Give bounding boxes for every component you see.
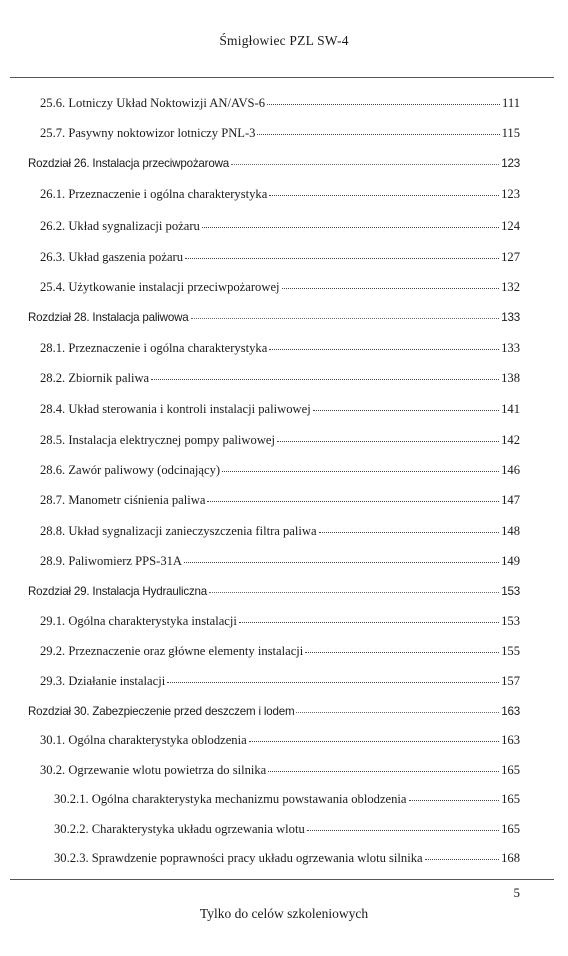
toc-entry-title: 28.5. Instalacja elektrycznej pompy paliwowej	[40, 433, 276, 447]
toc-entry-page: 149	[501, 554, 520, 568]
toc-entry	[40, 400, 520, 417]
toc-entry-page: 123	[501, 187, 520, 201]
dot-leader	[268, 759, 499, 772]
toc-entry-title: Rozdział 26. Instalacja przeciwpożarowa	[28, 157, 229, 170]
dot-leader	[249, 729, 499, 742]
toc-entry	[54, 820, 520, 837]
toc-entry-title: 26.2. Układ sygnalizacji pożaru	[40, 219, 200, 233]
toc-entry	[40, 612, 520, 629]
toc-entry-title: 26.3. Układ gaszenia pożaru	[40, 250, 184, 264]
dot-leader	[184, 550, 499, 563]
dot-leader	[167, 670, 499, 683]
toc-entry-title: 29.2. Przeznaczenie oraz główne elementy instalacji	[40, 644, 304, 658]
dot-leader	[222, 459, 499, 472]
toc-entry-page: 115	[501, 126, 520, 140]
toc-entry-title: 25.6. Lotniczy Układ Noktowizji AN/AVS-6	[40, 96, 266, 110]
dot-leader	[202, 215, 499, 228]
toc-entry-title: 25.7. Pasywny noktowizor lotniczy PNL-3	[40, 126, 256, 140]
toc-entry	[40, 672, 520, 689]
toc-entry	[54, 849, 520, 866]
toc-chapter-entry	[28, 582, 520, 600]
toc-entry	[40, 461, 520, 478]
toc-entry-title: 28.9. Paliwomierz PPS-31A	[40, 554, 183, 568]
toc-entry-title: 28.7. Manometr ciśnienia paliwa	[40, 493, 206, 507]
toc-entry-page: 165	[501, 763, 520, 777]
toc-entry-title: 30.2.2. Charakterystyka układu ogrzewania wlotu	[54, 822, 305, 836]
toc-entry-page: 157	[501, 674, 520, 688]
toc-entry	[40, 94, 520, 111]
toc-entry-page: 141	[501, 402, 520, 416]
dot-leader	[307, 818, 499, 831]
dot-leader	[319, 520, 500, 533]
toc-entry-title: Rozdział 29. Instalacja Hydrauliczna	[28, 585, 208, 598]
toc-entry-title: Rozdział 30. Zabezpieczenie przed deszczem i lodem	[28, 705, 295, 718]
toc-entry	[40, 642, 520, 659]
toc-chapter-entry	[28, 308, 520, 326]
toc-entry-page: 132	[501, 280, 520, 294]
toc-entry-page: 168	[501, 851, 520, 865]
dot-leader	[185, 246, 499, 259]
dot-leader	[305, 640, 499, 653]
toc-entry-title: 28.1. Przeznaczenie i ogólna charakterystyka	[40, 341, 268, 355]
dot-leader	[282, 276, 500, 289]
toc-entry-title: 26.1. Przeznaczenie i ogólna charakterystyka	[40, 187, 268, 201]
dot-leader	[425, 847, 499, 860]
dot-leader	[207, 489, 499, 502]
footer-rule	[10, 879, 554, 880]
toc-entry-page: 133	[501, 311, 520, 324]
toc-entry-page: 142	[501, 433, 520, 447]
dot-leader	[151, 367, 499, 380]
toc-entry	[40, 761, 520, 778]
toc-entry	[40, 369, 520, 386]
toc-entry-title: 30.1. Ogólna charakterystyka oblodzenia	[40, 733, 247, 747]
toc-entry	[40, 431, 520, 448]
toc-entry-page: 124	[501, 219, 520, 233]
toc-entry-title: 30.2.1. Ogólna charakterystyka mechanizmu powstawania oblodzenia	[54, 792, 407, 806]
toc-entry	[40, 278, 520, 295]
dot-leader	[209, 580, 499, 593]
toc-entry-page: 165	[501, 792, 520, 806]
dot-leader	[313, 398, 499, 411]
dot-leader	[257, 122, 499, 135]
toc-entry-page: 111	[502, 96, 520, 110]
toc-entry-page: 153	[501, 614, 520, 628]
dot-leader	[409, 788, 500, 801]
header-rule	[10, 77, 554, 78]
toc-entry	[40, 552, 520, 569]
toc-entry	[40, 731, 520, 748]
page-number: 5	[513, 885, 520, 900]
toc-entry-page: 147	[501, 493, 520, 507]
dot-leader	[296, 700, 499, 713]
toc-entry-title: 28.2. Zbiornik paliwa	[40, 371, 150, 385]
toc-entry	[40, 185, 520, 202]
dot-leader	[277, 429, 499, 442]
toc-entry-title: 28.4. Układ sterowania i kontroli instalacji paliwowej	[40, 402, 311, 416]
toc-entry-page: 138	[501, 371, 520, 385]
toc-entry-page: 133	[501, 341, 520, 355]
toc-entry	[40, 248, 520, 265]
toc-entry-title: 29.3. Działanie instalacji	[40, 674, 166, 688]
dot-leader	[269, 183, 499, 196]
toc-entry-title: Rozdział 28. Instalacja paliwowa	[28, 311, 189, 324]
toc-entry	[40, 217, 520, 234]
toc-entry-page: 127	[501, 250, 520, 264]
toc-entry-page: 123	[501, 157, 520, 170]
running-footer: Tylko do celów szkoleniowych	[199, 906, 369, 921]
dot-leader	[191, 306, 500, 319]
toc-entry	[54, 790, 520, 807]
toc-entry-page: 163	[501, 733, 520, 747]
toc-entry-page: 163	[501, 705, 520, 718]
toc-entry-title: 29.1. Ogólna charakterystyka instalacji	[40, 614, 237, 628]
toc-entry-title: 30.2. Ogrzewanie wlotu powietrza do silnika	[40, 763, 267, 777]
toc-entry-title: 30.2.3. Sprawdzenie poprawności pracy układu ogrzewania wlotu silnika	[54, 851, 423, 865]
running-header: Śmigłowiec PZL SW-4	[219, 33, 349, 48]
toc-entry-title: 28.6. Zawór paliwowy (odcinający)	[40, 463, 221, 477]
toc-entry-title: 25.4. Użytkowanie instalacji przeciwpożarowej	[40, 280, 280, 294]
toc-entry-page: 153	[501, 585, 520, 598]
toc-entry	[40, 491, 520, 508]
toc-entry	[40, 522, 520, 539]
toc-chapter-entry	[28, 154, 520, 172]
dot-leader	[269, 337, 499, 350]
toc-entry-page: 148	[501, 524, 520, 538]
toc-entry-page: 155	[501, 644, 520, 658]
dot-leader	[267, 92, 500, 105]
toc-entry-page: 165	[501, 822, 520, 836]
dot-leader	[239, 610, 499, 623]
toc-entry	[40, 124, 520, 141]
toc-chapter-entry	[28, 702, 520, 720]
dot-leader	[231, 152, 499, 165]
toc-entry	[40, 339, 520, 356]
toc-entry-page: 146	[501, 463, 520, 477]
toc-entry-title: 28.8. Układ sygnalizacji zanieczyszczenia filtra paliwa	[40, 524, 317, 538]
